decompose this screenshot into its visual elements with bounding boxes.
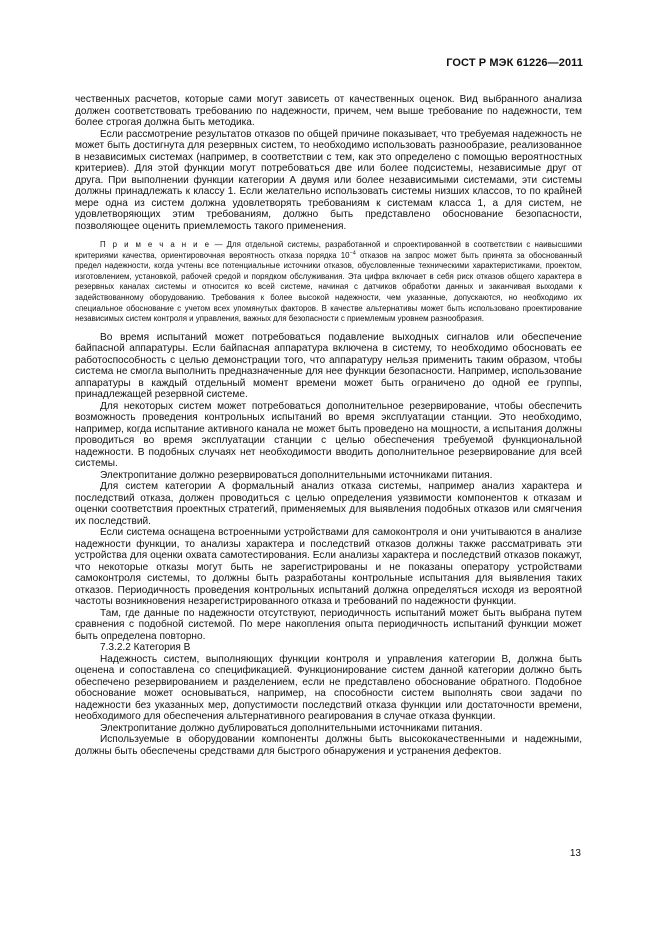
section-heading: 7.3.2.2 Категория В bbox=[100, 642, 191, 654]
note-text: — Для отдельной системы, разработанной и спроектированной в соответствии с наивысшими критериями качества, ориентировочная вероятность отказа порядка 10 bbox=[75, 240, 583, 260]
paragraph: Используемые в оборудовании компоненты должны быть высококачественными и надежными, должны быть обеспечены средствами для быстрого обнаружения и устранения дефектов. bbox=[75, 734, 582, 757]
paragraph: Для некоторых систем может потребоваться дополнительное резервирование, чтобы обеспечить возможность проведения контрольных испытаний во время эксплуатации станции. Это необходимо, например, когда испытание активного канала не может быть проведено на мощности, а испытания должны проводиться во время эксплуатации станции с целью обеспечения требуемой функциональной надежности. В подобных случаях нет необходимости вводить дополнительное резервирование для всей системы. bbox=[75, 400, 582, 470]
page-number: 13 bbox=[569, 848, 581, 859]
paragraph: Во время испытаний может потребоваться подавление выходных сигналов или обеспечение байпасной аппаратуры. Если байпасная аппаратура включена в систему, то необходимо обосновать ее работоспособность с целью демонстрации того, что аппаратуру нельзя применить таким образом, чтобы система не смогла выполнить предназначенные для нее функции безопасности. Например, использование аппаратуры в каждый отдельный момент времени может быть ограничено до одной ее группы, принадлежащей резервной системе. bbox=[75, 331, 582, 401]
paragraph: Электропитание должно дублироваться дополнительными источниками питания. bbox=[100, 722, 483, 734]
note bbox=[75, 240, 582, 325]
paragraph: чественных расчетов, которые сами могут зависеть от качественных оценок. Вид выбранного анализа должен соответствовать требованию по надежности, причем, чем выше требование по надежности, тем более строгая должна быть методика. bbox=[75, 94, 582, 128]
paragraph: Надежность систем, выполняющих функции контроля и управления категории В, должна быть оценена и сопоставлена со спецификацией. Функционирование систем данной категории должно быть обеспечено резервированием и разделением, если не представлено обоснование обратного. Подобное обоснование может основываться, например, на способности систем выполнять свои задачи по надежности без указанных мер, допустимости последствий отказа функции или достаточности времени, необходимого для обеспечения альтернативного реагирования в случае отказа функции. bbox=[75, 653, 582, 723]
note-exponent: −4 bbox=[349, 249, 356, 256]
paragraph: Для систем категории А формальный анализ отказа системы, например анализ характера и последствий отказа, должен проводиться с целью определения уязвимости компонентов к отказам и оценки соответствия проектных стратегий, применяемых для выявления подобных отказов или смягчения их последствий. bbox=[75, 481, 582, 527]
paragraph: Электропитание должно резервироваться дополнительными источниками питания. bbox=[100, 469, 493, 481]
paragraph: Там, где данные по надежности отсутствуют, периодичность испытаний может быть выбрана путем сравнения с подобной системой. По мере накопления опыта периодичность испытаний функции может быть определена повторно. bbox=[75, 607, 582, 642]
page-body bbox=[75, 94, 582, 757]
note-text-continued: отказов на запрос может быть принята за обоснованный предел надежности, когда учтены все потенциальные источники отказов, обусловленные техническими характеристиками, проектом, изготовлением, установкой, рабочей средой и порядком обслуживания. Эта цифра включает в себя риск отказов общего характера в резервных каналах системы и относится ко всей системе, начиная с датчиков обработки данных и заканчивая выходами к задействованному оборудованию. Требования к более высокой надежности, чем указанные, допускаются, но необходимо их специальное обоснование с учетом всех упомянутых факторов. В качестве альтернативы может быть использовано проектирование независимых систем контроля и управления, важных для безопасности с приемлемым уровнем разнообразия. bbox=[75, 250, 583, 324]
document-header: ГОСТ Р МЭК 61226—2011 bbox=[446, 57, 583, 69]
paragraph: Если система оснащена встроенными устройствами для самоконтроля и они учитываются в анализе надежности функции, то анализы характера и последствий отказов должны также рассматривать эти устройства для оценки охвата самотестирования. Если анализы характера и последствий отказов покажут, что некоторые отказы могут быть не зарегистрированы и не показаны оператору устройствами самоконтроля системы, то должны быть разработаны контрольные испытания для выявления таких отказов. Периодичность проведения контрольных испытаний должна определяться исходя из вероятной частоты возникновения незарегистрированного отказа и требований по надежности функции. bbox=[75, 527, 582, 608]
note-label: П р и м е ч а н и е bbox=[100, 240, 211, 249]
paragraph: Если рассмотрение результатов отказов по общей причине показывает, что требуемая надежность не может быть достигнута для резервных систем, то необходимо использовать разнообразие, реализованное в независимых системах (например, в соответствии с тем, как это определено с помощью вероятностных критериев). Для этой функции могут потребоваться две или более подсистемы, независимые друг от друга. При выполнении функции категории А двумя или более независимыми системами, эти системы должны принадлежать к классу 1. Если желательно использовать системы низших классов, то по крайней мере одна из систем должна удовлетворять требованиям к системам класса 1, а для систем, не удовлетворяющих этим требованиям, должно быть представлено обоснование безопасности, позволяющее оценить приемлемость такого применения. bbox=[75, 128, 582, 232]
